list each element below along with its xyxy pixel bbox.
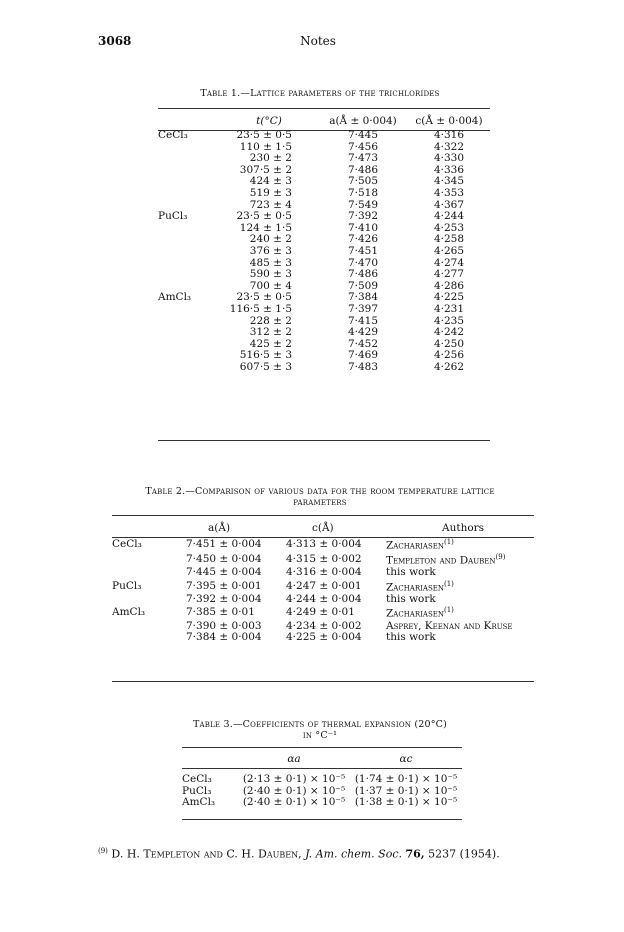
table-row <box>158 269 490 281</box>
table2-cell-a: 7·384 ± 0·004 <box>186 631 262 644</box>
compound-label <box>158 188 220 200</box>
table1-cell-t: 590 ± 3 <box>249 268 292 281</box>
compound-label <box>112 621 186 633</box>
table3-cell-aa: (2·40 ± 0·1) × 10⁻⁵ <box>242 784 346 797</box>
compound-label <box>158 153 220 165</box>
table-row <box>158 188 490 200</box>
table3-cell-aa: (2·40 ± 0·1) × 10⁻⁵ <box>242 796 346 809</box>
author-name: this work <box>386 631 436 644</box>
compound-label: CeCl₃ <box>158 129 188 141</box>
table1-cell-t: 228 ± 2 <box>249 314 292 327</box>
table1-cell-a: 7·426 <box>347 233 379 246</box>
table2-cell-a: 7·392 ± 0·004 <box>186 592 262 605</box>
author-name: Templeton and Dauben <box>386 554 496 567</box>
compound-label <box>158 362 220 374</box>
table1-cell-t: 307·5 ± 2 <box>239 163 292 176</box>
compound-label: AmCl₃ <box>112 606 146 619</box>
table1-cell-t: 700 ± 4 <box>249 279 292 292</box>
compound-label <box>158 339 220 351</box>
compound-label <box>158 350 220 362</box>
table3 <box>182 751 462 809</box>
running-title: Notes <box>300 34 336 48</box>
table1-cell-c: 4·262 <box>433 360 465 373</box>
page-number: 3068 <box>98 34 132 48</box>
table1-cell-a: 7·452 <box>347 337 379 350</box>
table3-header-cell <box>182 751 238 768</box>
table2-header-cell: c(Å) <box>312 521 334 534</box>
table1-cell-c: 4·242 <box>433 326 465 339</box>
table1-cell-t: 424 ± 3 <box>249 175 292 188</box>
table1-cell-c: 4·256 <box>433 349 465 362</box>
table1-cell-a: 7·397 <box>347 302 379 315</box>
table1-cell-t: 124 ± 1·5 <box>239 221 292 234</box>
table1-cell-a: 7·451 <box>347 244 379 257</box>
table1 <box>158 113 490 373</box>
table1-cell-c: 4·274 <box>433 256 465 269</box>
author-name: this work <box>386 566 436 579</box>
table1-caption: Table 1.—Lattice parameters of the trichlorides <box>200 88 440 99</box>
table1-cell-t: 110 ± 1·5 <box>239 140 292 153</box>
compound-label <box>112 552 186 567</box>
table1-cell-c: 4·244 <box>433 210 465 223</box>
table2-cell-c: 4·225 ± 0·004 <box>286 631 362 644</box>
table2-caption: Table 2.—Comparison of various data for the room temperature lattice parameters <box>145 486 495 508</box>
reference-marker: (1) <box>444 538 454 546</box>
table3-cell-aa: (2·13 ± 0·1) × 10⁻⁵ <box>242 773 346 785</box>
author-name: this work <box>386 592 436 605</box>
table2-cell-a: 7·395 ± 0·001 <box>186 579 262 592</box>
table2-cell-author <box>386 594 534 606</box>
compound-label: AmCl₃ <box>158 291 192 304</box>
table3-bottom-rule <box>182 819 462 820</box>
table1-cell-c: 4·353 <box>433 186 465 199</box>
table2-cell-author <box>386 632 534 644</box>
table2-cell-c: 4·316 ± 0·004 <box>286 566 362 579</box>
table1-cell-a: 7·483 <box>347 360 379 373</box>
table1-cell-t: 312 ± 2 <box>249 326 292 339</box>
compound-label <box>158 165 220 177</box>
author-name: Zachariasen <box>386 539 444 552</box>
table1-cell-t: 519 ± 3 <box>249 186 292 199</box>
compound-label <box>158 142 220 154</box>
table1-cell-a: 7·469 <box>347 349 379 362</box>
table-row <box>112 605 534 620</box>
footnote <box>98 847 500 861</box>
table3-header-cell: αa <box>287 752 301 765</box>
table1-cell-t: 23·5 ± 0·5 <box>236 129 292 141</box>
table3-cell-compound: PuCl₃ <box>182 784 212 797</box>
compound-label <box>158 234 220 246</box>
reference-marker: (1) <box>444 579 454 588</box>
table1-cell-c: 4·316 <box>433 129 465 141</box>
table1-cell-a: 7·486 <box>347 268 379 281</box>
table-row <box>182 768 462 786</box>
table2-cell-author <box>386 567 534 579</box>
table2-cell-a: 7·390 ± 0·003 <box>186 619 262 632</box>
table1-top-rule <box>158 108 490 109</box>
table1-cell-a: 7·518 <box>347 186 379 199</box>
table1-cell-a: 7·384 <box>347 291 379 304</box>
table2-cell-c: 4·234 ± 0·002 <box>286 619 362 632</box>
table1-cell-t: 240 ± 2 <box>249 233 292 246</box>
table1-bottom-rule <box>158 440 490 441</box>
reference-marker: (1) <box>444 606 454 615</box>
table1-cell-c: 4·250 <box>433 337 465 350</box>
footnote-volume: 76, <box>405 847 425 861</box>
table1-cell-c: 4·277 <box>433 268 465 281</box>
table1-cell-t: 485 ± 3 <box>249 256 292 269</box>
compound-label <box>158 246 220 258</box>
table1-cell-a: 7·486 <box>347 163 379 176</box>
table1-cell-a: 7·509 <box>347 279 379 292</box>
table2-header-cell: a(Å) <box>208 521 231 534</box>
table-row <box>158 130 490 142</box>
compound-label <box>158 269 220 281</box>
table-row <box>158 246 490 258</box>
table1-header-cell: a(Å ± 0·004) <box>329 114 397 127</box>
table1-cell-t: 116·5 ± 1·5 <box>229 302 292 315</box>
table1-cell-c: 4·231 <box>433 302 465 315</box>
table-row <box>158 304 490 316</box>
table2-cell-c: 4·313 ± 0·004 <box>286 537 362 550</box>
table-row <box>112 632 534 644</box>
reference-marker: (9) <box>495 553 506 562</box>
table1-cell-t: 23·5 ± 0·5 <box>236 210 292 223</box>
table1-header-cell: c(Å ± 0·004) <box>415 114 483 127</box>
table3-cell-compound: CeCl₃ <box>182 773 212 785</box>
table2-cell-author <box>386 537 534 552</box>
table1-cell-a: 7·549 <box>347 198 379 211</box>
table1-cell-c: 4·286 <box>433 279 465 292</box>
footnote-rest: 5237 (1954). <box>428 847 500 861</box>
compound-label <box>112 567 186 579</box>
table1-cell-t: 23·5 ± 0·5 <box>236 291 292 304</box>
table1-cell-t: 516·5 ± 3 <box>239 349 292 362</box>
table3-cell-ac: (1·37 ± 0·1) × 10⁻⁵ <box>354 784 458 797</box>
table2-cell-author <box>386 605 534 620</box>
table3-cell-ac: (1·38 ± 0·1) × 10⁻⁵ <box>354 796 458 809</box>
table1-header-cell <box>158 113 220 130</box>
table2 <box>112 520 534 644</box>
table2-cell-author <box>386 552 534 567</box>
table2-header-cell: Authors <box>442 521 485 534</box>
table-row <box>182 797 462 809</box>
table2-cell-c: 4·315 ± 0·002 <box>286 552 362 565</box>
table2-cell-author <box>386 579 534 594</box>
author-name: Zachariasen <box>386 607 444 620</box>
table1-cell-c: 4·265 <box>433 244 465 257</box>
table3-top-rule <box>182 747 462 748</box>
table1-cell-c: 4·330 <box>433 152 465 165</box>
compound-label <box>158 327 220 339</box>
table1-cell-c: 4·258 <box>433 233 465 246</box>
table1-cell-c: 4·336 <box>433 163 465 176</box>
table1-cell-a: 7·445 <box>347 129 379 141</box>
author-name: Asprey, Keenan and Kruse <box>386 619 513 632</box>
table2-cell-a: 7·385 ± 0·01 <box>186 606 255 619</box>
table2-cell-c: 4·247 ± 0·001 <box>286 579 362 592</box>
compound-label <box>112 594 186 606</box>
table2-top-rule <box>112 515 534 516</box>
table1-cell-t: 607·5 ± 3 <box>239 360 292 373</box>
compound-label: PuCl₃ <box>112 579 142 592</box>
compound-label <box>112 632 186 644</box>
table1-cell-c: 4·225 <box>433 291 465 304</box>
compound-label <box>158 223 220 235</box>
footnote-authors: D. H. Templeton and C. H. Dauben, <box>111 847 302 861</box>
table2-cell-c: 4·249 ± 0·01 <box>286 606 355 619</box>
compound-label <box>158 176 220 188</box>
table1-cell-c: 4·253 <box>433 221 465 234</box>
table-row <box>112 567 534 579</box>
table2-header-cell <box>112 520 186 537</box>
table3-header-cell: αc <box>399 752 413 765</box>
table2-cell-a: 7·450 ± 0·004 <box>186 552 262 565</box>
footnote-journal: J. Am. chem. Soc. <box>305 847 402 861</box>
table1-cell-a: 7·392 <box>347 210 379 223</box>
table1-cell-a: 7·505 <box>347 175 379 188</box>
table-row <box>158 327 490 339</box>
compound-label: PuCl₃ <box>158 210 188 223</box>
table2-cell-a: 7·445 ± 0·004 <box>186 566 262 579</box>
table-row <box>112 579 534 594</box>
table1-cell-c: 4·322 <box>433 140 465 153</box>
table3-cell-ac: (1·74 ± 0·1) × 10⁻⁵ <box>354 773 458 785</box>
table-row <box>112 552 534 567</box>
table2-bottom-rule <box>112 681 534 682</box>
table1-header-cell: t(°C) <box>256 114 282 127</box>
table1-cell-a: 7·415 <box>347 314 379 327</box>
table1-cell-a: 7·470 <box>347 256 379 269</box>
table1-cell-t: 425 ± 2 <box>249 337 292 350</box>
compound-label <box>158 316 220 328</box>
table-row <box>158 211 490 223</box>
compound-label <box>158 304 220 316</box>
table1-cell-a: 7·456 <box>347 140 379 153</box>
table1-cell-c: 4·367 <box>433 198 465 211</box>
compound-label: CeCl₃ <box>112 537 142 550</box>
table-row <box>158 362 490 374</box>
table1-cell-t: 723 ± 4 <box>249 198 292 211</box>
table1-cell-c: 4·345 <box>433 175 465 188</box>
table3-caption: Table 3.—Coefficients of thermal expansion (20°C) in °C⁻¹ <box>192 719 448 741</box>
table-row <box>112 594 534 606</box>
table1-cell-a: 7·473 <box>347 152 379 165</box>
table1-cell-t: 376 ± 3 <box>249 244 292 257</box>
table1-cell-a: 7·410 <box>347 221 379 234</box>
author-name: Zachariasen <box>386 581 444 594</box>
footnote-marker: (9) <box>98 847 108 855</box>
table2-cell-a: 7·451 ± 0·004 <box>186 537 262 550</box>
table2-cell-c: 4·244 ± 0·004 <box>286 592 362 605</box>
table1-cell-a: 4·429 <box>347 326 379 339</box>
table3-cell-compound: AmCl₃ <box>182 796 216 809</box>
table1-cell-c: 4·235 <box>433 314 465 327</box>
compound-label <box>158 258 220 270</box>
table-row <box>112 537 534 552</box>
table1-cell-t: 230 ± 2 <box>249 152 292 165</box>
